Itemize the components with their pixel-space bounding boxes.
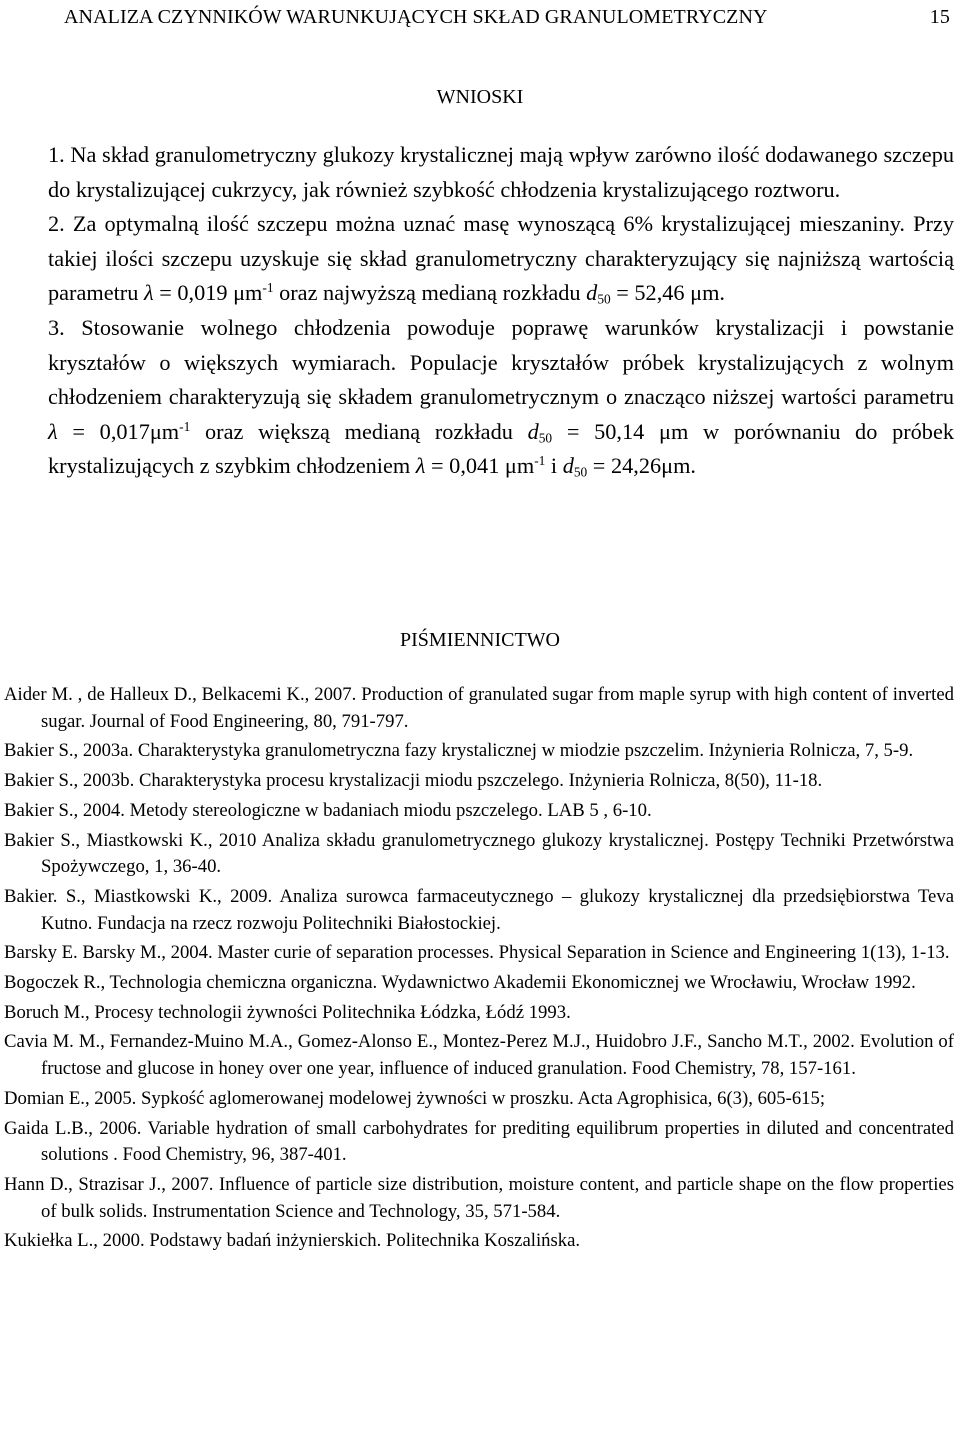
running-title: ANALIZA CZYNNIKÓW WARUNKUJĄCYCH SKŁAD GRANULOMETRYCZNY	[64, 6, 768, 28]
reference-item: Aider M. , de Halleux D., Belkacemi K., 2007. Production of granulated sugar from maple syrup with high content of inverted sugar. Journal of Food Engineering, 80, 791-797.	[4, 684, 954, 732]
reference-item: Hann D., Strazisar J., 2007. Influence of particle size distribution, moisture content, and particle shape on the flow properties of bulk solids. Instrumentation Science and Technology, 35, 571-584.	[4, 1173, 954, 1222]
reference-item: Kukiełka L., 2000. Podstawy badań inżynierskich. Politechnika Koszalińska.	[4, 1230, 581, 1252]
reference-item: Bakier S., 2003a. Charakterystyka granulometryczna fazy krystalicznej w miodzie pszczelim. Inżynieria Rolnicza, 7, 5-9.	[4, 740, 914, 762]
references-heading: PIŚMIENNICTWO	[400, 629, 560, 651]
reference-item: Bakier. S., Miastkowski K., 2009. Analiza surowca farmaceutycznego – glukozy krystalicznej dla przedsiębiorstwa Teva Kutno. Fundacja na rzecz rozwoju Politechniki Białostockiej.	[4, 885, 954, 934]
conclusion-item-1: 1. Na skład granulometryczny glukozy krystalicznej mają wpływ zarówno ilość dodawanego szczepu do krystalizującej cukrzycy, jak również szybkość chłodzenia krystalizującego roztworu.	[48, 142, 954, 202]
conclusions-body	[4, 138, 954, 484]
reference-item: Bakier S., Miastkowski K., 2010 Analiza składu granulometrycznego glukozy krystalicznej. Postępy Techniki Przetwórstwa Spożywczego, 1, 36-40.	[4, 829, 954, 878]
reference-item: Domian E., 2005. Sypkość aglomerowanej modelowej żywności w proszku. Acta Agrophisica, 6(3), 605-615;	[4, 1087, 826, 1109]
reference-item: Bakier S., 2004. Metody stereologiczne w badaniach miodu pszczelego. LAB 5 , 6-10.	[4, 799, 652, 821]
running-header	[64, 4, 950, 30]
reference-list	[4, 682, 954, 1255]
conclusion-item-2: 2. Za optymalną ilość szczepu można uznać masę wynoszącą 6% krystalizującej mieszaniny. Przy takiej ilości szczepu uzyskuje się skład granulometryczny charakteryzujący się najniższą wartością parametru λ = 0,019 $\mu m^{-1}$ oraz najwyższą medianą rozkładu $d_{50} = 52,46$ μm.	[48, 211, 954, 307]
conclusion-item-3: 3. Stosowanie wolnego chłodzenia powoduje poprawę warunków krystalizacji i powstanie kryształów o większych wymiarach. Populacje kryształów próbek krystalizujących z wolnym chłodzeniem charakteryzują się składem granulometrycznym o znacząco niższej wartości parametru $\lambda = 0,017\mu m^{-1}$ oraz większą medianą rozkładu $d_{50} = 50,14$ μm w porównaniu do próbek krystalizujących z szybkim chłodzeniem λ = 0,041 $\mu m^{-1}$ i $d_{50} = 24,26\mu m$.	[48, 314, 954, 480]
reference-item: Barsky E. Barsky M., 2004. Master curie of separation processes. Physical Separation in Science and Engineering 1(13), 1-13.	[4, 942, 950, 964]
reference-item: Boruch M., Procesy technologii żywności Politechnika Łódzka, Łódź 1993.	[4, 1001, 571, 1023]
reference-item: Gaida L.B., 2006. Variable hydration of small carbohydrates for prediting equilibrum properties in diluted and concentrated solutions . Food Chemistry, 96, 387-401.	[4, 1117, 954, 1166]
reference-item: Bogoczek R., Technologia chemiczna organiczna. Wydawnictwo Akademii Ekonomicznej we Wrocławiu, Wrocław 1992.	[4, 972, 916, 994]
conclusions-heading: WNIOSKI	[436, 86, 524, 108]
page-number: 15	[929, 6, 950, 28]
reference-item: Bakier S., 2003b. Charakterystyka procesu krystalizacji miodu pszczelego. Inżynieria Rolnicza, 8(50), 11-18.	[4, 770, 823, 792]
reference-item: Cavia M. M., Fernandez-Muino M.A., Gomez-Alonso E., Montez-Perez M.J., Huidobro J.F., Sancho M.T., 2002. Evolution of fructose and glucose in honey over one year, influence of induced granulation. Food Chemistry, 78, 157-161.	[4, 1031, 954, 1080]
